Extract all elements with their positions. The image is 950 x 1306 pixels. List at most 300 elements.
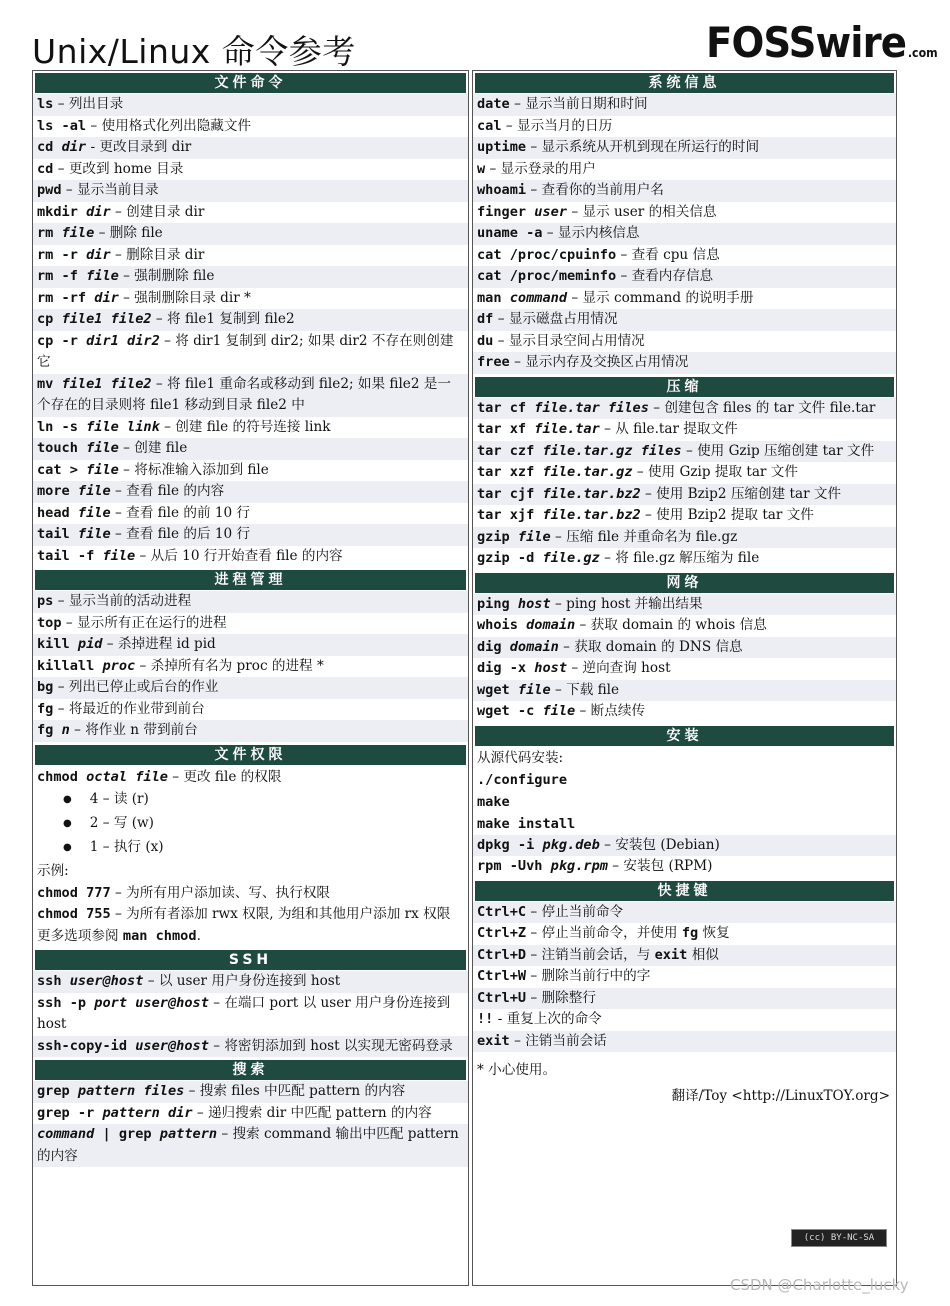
command-text: du: [477, 332, 494, 349]
perm-bullet-write: ● 2 – 写 (w): [33, 812, 468, 836]
argument-text: user: [534, 203, 568, 220]
command-text: ls -al: [37, 117, 87, 134]
make-line: make: [473, 791, 896, 813]
watermark: CSDN @Charlotte_lucky: [730, 1276, 909, 1294]
command-text: more: [37, 483, 78, 499]
command-text: tar xjf: [477, 507, 543, 523]
command-row: [33, 613, 468, 635]
command-row: [473, 945, 896, 967]
argument-text: pkg.rpm: [550, 858, 608, 874]
search-list: [33, 1081, 468, 1167]
command-row: [33, 137, 468, 159]
command-row: [33, 180, 468, 202]
description-text: – 显示当前的活动进程: [53, 593, 192, 609]
translator-credit: 翻译/Toy <http://LinuxTOY.org>: [473, 1083, 896, 1109]
command-row: [473, 398, 896, 420]
argument-text: file.gz: [542, 550, 600, 566]
command-row: [33, 481, 468, 503]
argument-text: file: [77, 483, 111, 499]
argument-text: pid: [77, 636, 103, 652]
description-text: – 使用格式化列出隐藏文件: [86, 117, 252, 134]
command-row: [473, 309, 896, 331]
command-text: gzip -d: [477, 550, 543, 566]
command-row: [33, 331, 468, 374]
description-text: – 删除整行: [526, 989, 596, 1006]
command-text: dig -x: [477, 660, 535, 676]
cc-license-badge: (cc) BY-NC-SA: [791, 1229, 887, 1247]
description-text: 更多选项参阅: [37, 928, 123, 944]
description-text: - 重复上次的命令: [493, 1011, 602, 1027]
command-row: [473, 94, 896, 116]
command-row: [473, 923, 896, 945]
description-text: – 创建 file: [118, 440, 188, 456]
process-list: [33, 591, 468, 742]
command-text: cp -r: [37, 332, 87, 349]
description-text: – 显示 user 的相关信息: [567, 203, 717, 220]
argument-text: command: [37, 1126, 95, 1142]
description-text: – 显示磁盘占用情况: [493, 311, 618, 327]
section-heading-search: 搜索: [35, 1060, 466, 1080]
description-text: – 强制删除 file: [118, 268, 215, 284]
command-row: [33, 438, 468, 460]
argument-text: file1 file2: [61, 375, 152, 392]
command-row: [473, 835, 896, 857]
command-text: exit: [477, 1032, 510, 1049]
command-row: [33, 720, 468, 742]
command-row: [33, 374, 468, 417]
command-text: wget -c: [477, 703, 543, 719]
command-text: uname -a: [477, 225, 543, 241]
command-text: tar cf: [477, 399, 535, 416]
command-row: [33, 546, 468, 568]
command-text: Ctrl+U: [477, 989, 527, 1006]
sysinfo-list: [473, 94, 896, 374]
description-text: – 从后 10 行开始查看 file 的内容: [135, 547, 343, 564]
description-text: – 显示目录空间占用情况: [493, 332, 645, 349]
command-row: [33, 1036, 468, 1058]
argument-text: domain: [509, 638, 559, 655]
description-text: – 将最近的作业带到前台: [53, 700, 205, 717]
command-row: [33, 656, 468, 678]
command-text: rm: [37, 225, 62, 241]
command-row: [33, 1124, 468, 1167]
make-install-line: make install: [473, 813, 896, 835]
description-text: – 显示所有正在运行的进程: [61, 614, 227, 631]
argument-text: file: [86, 461, 119, 478]
command-row: [473, 701, 896, 723]
argument-text: domain: [526, 617, 576, 633]
command-row: [33, 971, 468, 993]
description-text: – 查看内存信息: [616, 268, 714, 284]
description-text: – 逆向查询 host: [567, 660, 671, 676]
command-row: [33, 309, 468, 331]
chmod-more-info: [33, 925, 468, 947]
command-text: mkdir: [37, 203, 87, 220]
command-text: fg: [37, 722, 62, 738]
command-row: [473, 988, 896, 1010]
description-text: – 停止当前命令，并使用: [526, 925, 682, 941]
command-row: [33, 417, 468, 439]
command-text: Ctrl+C: [477, 903, 527, 920]
command-text: Ctrl+Z: [477, 925, 527, 941]
section-heading-sysinfo: 系统信息: [475, 73, 894, 93]
description-text: – 杀掉进程 id pid: [102, 636, 216, 652]
command-row: [33, 503, 468, 525]
brand-suffix: .com: [907, 46, 938, 60]
command-text: rm -rf: [37, 289, 95, 306]
command-text: finger: [477, 203, 535, 220]
command-row: [33, 94, 468, 116]
description-text: – 显示登录的用户: [485, 160, 596, 177]
command-text: top: [37, 614, 62, 631]
command-text: !!: [477, 1011, 494, 1027]
caution-note: * 小心使用。: [477, 1062, 557, 1078]
description-text: – 将 file1 复制到 file2: [151, 311, 295, 327]
description-text: – 使用 Bzip2 压缩创建 tar 文件: [640, 485, 842, 502]
argument-text: file.tar.bz2: [542, 485, 641, 502]
description-text: 相似: [687, 946, 719, 963]
brand-name: FOSSwire: [706, 18, 907, 67]
ssh-list: [33, 971, 468, 1057]
description-text: – 更改 file 的权限: [167, 768, 282, 785]
command-row: [473, 615, 896, 637]
description-text: – 显示当前目录: [61, 182, 159, 198]
command-row: [473, 159, 896, 181]
description-text: – 将 file.gz 解压缩为 file: [599, 550, 760, 566]
install-block: [473, 747, 896, 835]
argument-text: command: [509, 289, 568, 306]
command-row: [473, 245, 896, 267]
command-text: date: [477, 96, 510, 112]
command-text: whois: [477, 617, 527, 633]
command-row: [473, 223, 896, 245]
description-text: – 将 file1 重命名或移动到 file2; 如果 file2 是一个存在的目录则将 file1 移动到目录 file2 中: [37, 375, 451, 413]
argument-text: user@host: [69, 973, 144, 989]
command-row: [473, 180, 896, 202]
command-text: cat /proc/meminfo: [477, 268, 617, 284]
command-row: [473, 419, 896, 441]
argument-text: pattern: [159, 1126, 218, 1142]
permissions-block: [33, 766, 468, 948]
description-text: – 压缩 file 并重命名为 file.gz: [550, 528, 738, 545]
command-row: [473, 637, 896, 659]
description-text: – 使用 Gzip 压缩创建 tar 文件: [681, 442, 875, 459]
command-row: [473, 548, 896, 570]
command-text: | grep: [94, 1126, 160, 1142]
description-text: – 查看你的当前用户名: [526, 182, 664, 198]
command-row: [33, 634, 468, 656]
section-heading-network: 网络: [475, 573, 894, 593]
command-text: ps: [37, 593, 54, 609]
argument-text: host: [534, 660, 568, 676]
command-row: [33, 677, 468, 699]
description-text: – 以 user 用户身份连接到 host: [143, 973, 341, 989]
argument-text: file: [102, 547, 136, 564]
command-text: touch: [37, 440, 87, 456]
command-row: [33, 223, 468, 245]
description-text: – 为所有用户添加读、写、执行权限: [110, 884, 331, 901]
argument-text: pattern files: [77, 1083, 185, 1099]
command-row: [473, 680, 896, 702]
install-from-source-label: 从源代码安装:: [473, 747, 896, 769]
argument-text: file: [517, 528, 551, 545]
section-heading-shortcuts: 快捷键: [475, 881, 894, 901]
command-text: head: [37, 504, 78, 521]
description-text: - 更改目录到 dir: [86, 139, 192, 155]
command-text: tail -f: [37, 547, 103, 564]
section-heading-install: 安装: [475, 726, 894, 746]
description-text: – 注销当前会话，与: [526, 946, 655, 963]
command-text: ln -s: [37, 418, 87, 435]
right-column: [472, 70, 897, 1286]
command-row: [473, 441, 896, 463]
section-heading-permissions: 文件权限: [35, 745, 466, 765]
argument-text: file: [77, 504, 111, 521]
command-text: rm -r: [37, 246, 87, 263]
command-row: [33, 202, 468, 224]
argument-text: file: [77, 526, 111, 542]
command-text: chmod 777: [37, 884, 111, 901]
command-row: [33, 245, 468, 267]
command-text: chmod 755: [37, 905, 111, 922]
perm-bullet-read: ● 4 – 读 (r): [33, 788, 468, 812]
description-text: – 显示当前日期和时间: [509, 96, 648, 112]
description-text: – 将密钥添加到 host 以实现无密码登录: [208, 1037, 453, 1054]
command-row: [33, 159, 468, 181]
argument-text: file: [86, 268, 119, 284]
left-column: [32, 70, 469, 1286]
argument-text: file: [61, 225, 95, 241]
configure-line: ./configure: [473, 769, 896, 791]
description-text: – 使用 Bzip2 提取 tar 文件: [640, 507, 814, 523]
description-text: – 杀掉所有名为 proc 的进程 *: [135, 657, 324, 674]
description-text: – 显示 command 的说明手册: [567, 289, 754, 306]
description-text: – 显示系统从开机到现在所运行的时间: [526, 139, 760, 155]
command-text: cp: [37, 311, 62, 327]
command-text: free: [477, 354, 510, 370]
description-text: – 查看 file 的后 10 行: [110, 526, 251, 542]
files-list: [33, 94, 468, 567]
argument-text: file.tar.gz files: [542, 442, 682, 459]
argument-text: octal file: [86, 768, 168, 785]
command-text: rpm -Uvh: [477, 858, 551, 874]
command-text: exit: [654, 946, 688, 963]
description-text: – 更改到 home 目录: [53, 160, 184, 177]
command-row: [33, 591, 468, 613]
command-row: [473, 202, 896, 224]
description-text: – 列出已停止或后台的作业: [53, 679, 219, 695]
brand-logo: [706, 18, 938, 67]
description-text: – 从 file.tar 提取文件: [599, 421, 738, 437]
command-row: [33, 1081, 468, 1103]
description-text: – 获取 domain 的 DNS 信息: [558, 638, 743, 655]
argument-text: n: [61, 722, 70, 738]
command-row: [473, 331, 896, 353]
argument-text: dir: [61, 139, 87, 155]
command-row: [473, 1009, 896, 1031]
command-row: [473, 137, 896, 159]
description-text: – 安装包 (Debian): [599, 836, 720, 853]
argument-text: file: [542, 703, 576, 719]
command-text: uptime: [477, 139, 527, 155]
command-row: [33, 524, 468, 546]
command-row: [33, 1103, 468, 1125]
description-text: – 列出目录: [53, 96, 124, 112]
command-text: w: [477, 160, 486, 177]
argument-text: dir1 dir2: [86, 332, 160, 349]
command-text: tar czf: [477, 442, 543, 459]
command-row: [33, 288, 468, 310]
section-heading-process: 进程管理: [35, 570, 466, 590]
command-text: man: [477, 289, 510, 306]
argument-text: port user@host: [94, 994, 209, 1011]
description-text: – 创建 file 的符号连接 link: [159, 418, 331, 435]
install-list: [473, 835, 896, 878]
command-text: fg: [37, 700, 54, 717]
description-text: – 查看 file 的内容: [110, 483, 225, 499]
page-title: Unix/Linux 命令参考: [32, 32, 356, 71]
argument-text: dir: [94, 289, 119, 306]
description-text: – 查看 cpu 信息: [616, 246, 720, 263]
description-text: – 搜索 files 中匹配 pattern 的内容: [184, 1083, 406, 1099]
description-text: – 强制删除目录 dir *: [118, 289, 251, 306]
description-text: – 显示当月的日历: [501, 117, 613, 134]
argument-text: proc: [102, 657, 136, 674]
description-text: – 显示内存及交换区占用情况: [509, 354, 689, 370]
chmod-line: [33, 766, 468, 788]
description-text: – 删除目录 dir: [110, 246, 205, 263]
shortcuts-list: [473, 902, 896, 1053]
command-text: tar cjf: [477, 485, 543, 502]
command-text: wget: [477, 681, 518, 698]
command-text: ssh-copy-id: [37, 1037, 136, 1054]
description-text: – 将作业 n 带到前台: [69, 722, 198, 738]
argument-text: file link: [86, 418, 160, 435]
command-text: cat >: [37, 461, 87, 478]
description-text: – 递归搜索 dir 中匹配 pattern 的内容: [192, 1104, 432, 1121]
chmod-example-755: [33, 904, 468, 926]
argument-text: file1 file2: [61, 311, 152, 327]
command-text: ping: [477, 595, 518, 612]
command-row: [33, 460, 468, 482]
command-row: [33, 266, 468, 288]
command-row: [473, 266, 896, 288]
command-row: [473, 856, 896, 878]
section-heading-compress: 压缩: [475, 377, 894, 397]
command-row: [473, 505, 896, 527]
argument-text: user@host: [135, 1037, 209, 1054]
command-text: whoami: [477, 182, 527, 198]
command-text: killall: [37, 657, 103, 674]
description-text: – 显示内核信息: [542, 225, 640, 241]
command-text: man chmod: [122, 928, 197, 944]
command-text: cal: [477, 117, 502, 134]
command-row: [33, 116, 468, 138]
compress-list: [473, 398, 896, 570]
argument-text: file: [86, 440, 119, 456]
command-text: ls: [37, 96, 54, 112]
description-text: – 将标准输入添加到 file: [118, 461, 269, 478]
description-text: – 创建目录 dir: [110, 203, 205, 220]
argument-text: pattern dir: [102, 1104, 193, 1121]
description-text: – ping host 并输出结果: [550, 595, 703, 612]
command-row: [473, 1031, 896, 1053]
argument-text: dir: [86, 203, 111, 220]
command-text: gzip: [477, 528, 518, 545]
command-row: [473, 966, 896, 988]
command-text: cd: [37, 139, 62, 155]
argument-text: file.tar.gz: [542, 464, 633, 480]
command-row: [473, 527, 896, 549]
command-text: tar xzf: [477, 464, 543, 480]
description-text: – 在端口 port 以 user 用户身份连接到 host: [37, 994, 451, 1032]
command-text: dpkg -i: [477, 836, 543, 853]
argument-text: file.tar files: [534, 399, 649, 416]
description-text: .: [196, 928, 201, 944]
argument-text: file.tar: [534, 421, 600, 437]
description-text: – 查看 file 的前 10 行: [110, 504, 251, 521]
command-text: ssh -p: [37, 994, 95, 1011]
description-text: – 下载 file: [550, 681, 620, 698]
description-text: – 使用 Gzip 提取 tar 文件: [632, 464, 798, 480]
command-text: dig: [477, 638, 510, 655]
command-text: mv: [37, 375, 62, 392]
perm-bullet-execute: ● 1 – 执行 (x): [33, 836, 468, 860]
description-text: 恢复: [698, 925, 730, 941]
command-row: [473, 484, 896, 506]
description-text: – 停止当前命令: [526, 903, 624, 920]
command-text: pwd: [37, 182, 62, 198]
command-text: grep: [37, 1083, 78, 1099]
command-row: [473, 902, 896, 924]
description-text: – 删除当前行中的字: [526, 968, 651, 984]
description-text: – 将 dir1 复制到 dir2; 如果 dir2 不存在则创建它: [37, 332, 454, 370]
command-text: tar xf: [477, 421, 535, 437]
description-text: – 删除 file: [94, 225, 163, 241]
argument-text: file.tar.bz2: [542, 507, 641, 523]
argument-text: file: [517, 681, 551, 698]
command-text: rm -f: [37, 268, 87, 284]
command-text: fg: [681, 925, 699, 941]
description-text: – 搜索 command 输出中匹配 pattern 的内容: [37, 1126, 459, 1164]
command-text: grep -r: [37, 1104, 103, 1121]
command-row: [473, 658, 896, 680]
command-text: cat /proc/cpuinfo: [477, 246, 617, 263]
command-text: bg: [37, 679, 54, 695]
command-row: [473, 116, 896, 138]
description-text: – 安装包 (RPM): [607, 858, 713, 874]
command-text: Ctrl+D: [477, 946, 527, 963]
command-text: kill: [37, 636, 78, 652]
command-text: df: [477, 311, 494, 327]
description-text: – 注销当前会话: [509, 1032, 607, 1049]
command-row: [33, 699, 468, 721]
command-text: chmod: [37, 768, 87, 785]
command-row: [473, 288, 896, 310]
command-text: Ctrl+W: [477, 968, 527, 984]
network-list: [473, 594, 896, 723]
example-label: 示例:: [33, 860, 468, 882]
command-text: tail: [37, 526, 78, 542]
description-text: – 获取 domain 的 whois 信息: [575, 617, 767, 633]
description-text: – 为所有者添加 rwx 权限, 为组和其他用户添加 rx 权限: [110, 905, 451, 922]
section-heading-ssh: SSH: [35, 950, 466, 970]
argument-text: pkg.deb: [542, 836, 600, 853]
chmod-example-777: [33, 882, 468, 904]
command-text: cd: [37, 160, 54, 177]
description-text: – 创建包含 files 的 tar 文件 file.tar: [648, 399, 876, 416]
command-row: [33, 993, 468, 1036]
